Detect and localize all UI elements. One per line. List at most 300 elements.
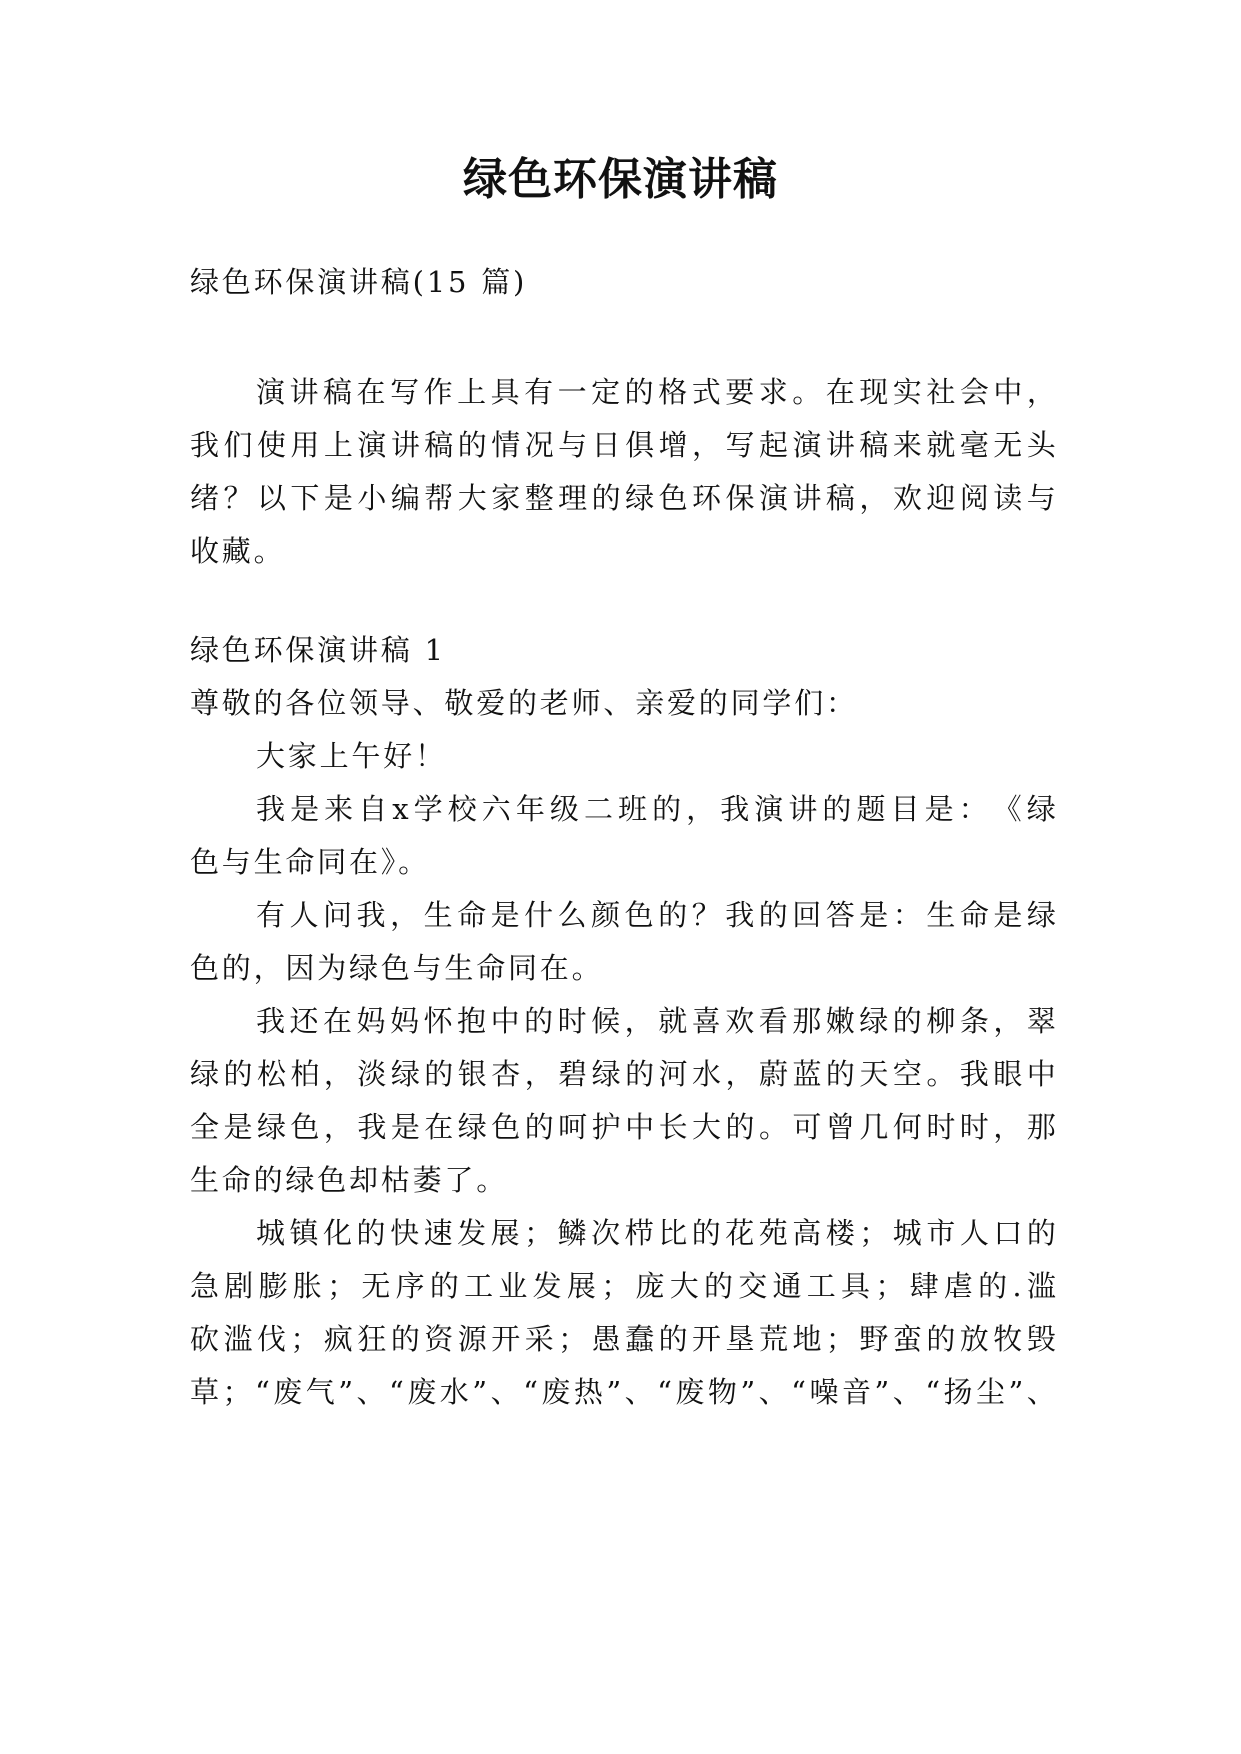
glyph: 就 <box>658 1004 688 1038</box>
glyph: 荒 <box>758 1322 788 1356</box>
glyph: 蔚 <box>758 1057 788 1091</box>
glyph: ， <box>323 1057 353 1091</box>
glyph: 柳 <box>926 1004 956 1038</box>
glyph: 绿 <box>859 1004 889 1038</box>
glyph: 废 <box>541 1375 571 1409</box>
glyph: 次 <box>591 1216 621 1250</box>
glyph: 讲 <box>390 428 420 462</box>
salutation: 尊敬的各位领导、敬爱的老师、亲爱的同学们： <box>190 686 858 720</box>
glyph: 开 <box>491 1322 521 1356</box>
glyph: ， <box>686 792 716 826</box>
glyph: 、 <box>624 1375 654 1409</box>
glyph: 发 <box>457 1216 487 1250</box>
glyph: 与 <box>558 428 588 462</box>
glyph: 的 <box>390 1322 420 1356</box>
glyph: ” <box>338 1375 354 1409</box>
glyph: 日 <box>591 428 621 462</box>
glyph: 城 <box>892 1216 922 1250</box>
glyph: 、 <box>356 1375 386 1409</box>
glyph: 工 <box>464 1269 494 1303</box>
glyph: 的 <box>703 1269 733 1303</box>
glyph: 生 <box>926 898 956 932</box>
glyph: 水 <box>692 1057 722 1091</box>
glyph: 下 <box>290 481 320 515</box>
glyph: 曾 <box>825 1110 855 1144</box>
glyph: 栉 <box>624 1216 654 1250</box>
glyph: 绿 <box>1026 898 1056 932</box>
glyph: 情 <box>491 428 521 462</box>
glyph: 全 <box>190 1110 220 1144</box>
glyph: 市 <box>926 1216 956 1250</box>
glyph: 有 <box>256 898 286 932</box>
glyph: 的 <box>825 1057 855 1091</box>
glyph: 演 <box>758 481 788 515</box>
glyph: 就 <box>926 428 956 462</box>
glyph: 碧 <box>558 1057 588 1091</box>
glyph: 生 <box>423 898 453 932</box>
glyph: 来 <box>892 428 922 462</box>
glyph: 滥 <box>1026 1269 1056 1303</box>
greeting: 大家上午好！ <box>256 739 447 773</box>
glyph: “ <box>791 1375 806 1409</box>
glyph: 废 <box>407 1375 437 1409</box>
glyph: 尘 <box>975 1375 1005 1409</box>
glyph: 绿 <box>591 1057 621 1091</box>
glyph: ， <box>323 1110 353 1144</box>
glyph: 城 <box>256 1216 286 1250</box>
glyph: 命 <box>959 898 989 932</box>
glyph: ； <box>327 1269 357 1303</box>
glyph: 时 <box>926 1110 956 1144</box>
glyph: 我 <box>720 792 750 826</box>
glyph: 蓝 <box>792 1057 822 1091</box>
glyph: 稿 <box>859 428 889 462</box>
glyph: 剧 <box>224 1269 254 1303</box>
glyph: 毁 <box>1026 1322 1056 1356</box>
glyph: 色 <box>658 481 688 515</box>
glyph: 的 <box>625 1057 655 1091</box>
document-title: 绿色环保演讲稿 <box>463 154 778 205</box>
glyph: 中 <box>1026 1057 1056 1091</box>
glyph: 热 <box>573 1375 603 1409</box>
paragraph-line <box>190 1054 1056 1094</box>
glyph: ； <box>222 1375 252 1409</box>
glyph: “ <box>523 1375 538 1409</box>
glyph: 头 <box>1026 428 1056 462</box>
paragraph-line <box>190 895 1056 935</box>
glyph: 松 <box>256 1057 286 1091</box>
paragraph-line <box>190 1213 1056 1253</box>
glyph: 我 <box>959 1057 989 1091</box>
glyph: 的 <box>822 792 852 826</box>
glyph: 蛮 <box>892 1322 922 1356</box>
glyph: 整 <box>524 481 554 515</box>
glyph: 时 <box>959 1110 989 1144</box>
glyph: 的 <box>429 1269 459 1303</box>
intro-line <box>190 425 1056 465</box>
glyph: 迎 <box>926 481 956 515</box>
glyph: 们 <box>223 428 253 462</box>
glyph: 垦 <box>725 1322 755 1356</box>
glyph: 是 <box>993 898 1023 932</box>
glyph: 人 <box>959 1216 989 1250</box>
glyph: 的 <box>524 1004 554 1038</box>
glyph: 现 <box>859 375 889 409</box>
glyph: 肆 <box>909 1269 939 1303</box>
glyph: ； <box>875 1269 905 1303</box>
glyph: 求 <box>758 375 788 409</box>
glyph: 稿 <box>825 481 855 515</box>
glyph: 绿 <box>256 1110 286 1144</box>
glyph: 天 <box>859 1057 889 1091</box>
glyph: 噪 <box>809 1375 839 1409</box>
glyph: 社 <box>926 375 956 409</box>
glyph: 中 <box>625 1110 655 1144</box>
glyph: 理 <box>558 481 588 515</box>
glyph: 杏 <box>491 1057 521 1091</box>
glyph: 展 <box>490 1216 520 1250</box>
glyph: 小 <box>357 481 387 515</box>
glyph: 绿 <box>190 1057 220 1091</box>
glyph: 无 <box>361 1269 391 1303</box>
glyph: 高 <box>792 1216 822 1250</box>
paragraph-line: 生命的绿色却枯萎了。 <box>190 1163 509 1197</box>
glyph: 的 <box>223 1057 253 1091</box>
glyph: 么 <box>557 898 587 932</box>
glyph: 环 <box>692 481 722 515</box>
glyph: 上 <box>323 428 353 462</box>
glyph: 口 <box>993 1216 1023 1250</box>
glyph: 呵 <box>558 1110 588 1144</box>
glyph: 与 <box>1026 481 1056 515</box>
glyph: 那 <box>792 1004 822 1038</box>
glyph: 我 <box>190 428 220 462</box>
glyph: 快 <box>390 1216 420 1250</box>
glyph: 眼 <box>993 1057 1023 1091</box>
glyph: 讲 <box>792 481 822 515</box>
glyph: 的 <box>524 1110 554 1144</box>
glyph: ” <box>472 1375 488 1409</box>
glyph: 演 <box>256 375 286 409</box>
glyph: 的 <box>658 1322 688 1356</box>
glyph: 演 <box>754 792 784 826</box>
glyph: 砍 <box>190 1322 220 1356</box>
glyph: 目 <box>890 792 920 826</box>
glyph: 演 <box>357 428 387 462</box>
glyph: 上 <box>457 375 487 409</box>
glyph: 自 <box>358 792 388 826</box>
glyph: 的 <box>978 1269 1008 1303</box>
glyph: 六 <box>481 792 511 826</box>
glyph: 的 <box>1026 1216 1056 1250</box>
glyph: 是 <box>390 1110 420 1144</box>
glyph: ： <box>892 898 922 932</box>
glyph: 起 <box>758 428 788 462</box>
glyph: 实 <box>892 375 922 409</box>
glyph: 颜 <box>591 898 621 932</box>
glyph: 业 <box>498 1269 528 1303</box>
glyph: 欢 <box>892 481 922 515</box>
glyph: 的 <box>457 428 487 462</box>
glyph: “ <box>925 1375 941 1409</box>
glyph: 是 <box>223 1110 253 1144</box>
glyph: 级 <box>549 792 579 826</box>
glyph: 银 <box>457 1057 487 1091</box>
glyph: 在 <box>323 1004 353 1038</box>
glyph: 绪 <box>190 481 220 515</box>
glyph: 写 <box>725 428 755 462</box>
glyph: 候 <box>591 1004 621 1038</box>
glyph: ， <box>725 1057 755 1091</box>
glyph: 命 <box>457 898 487 932</box>
glyph: ？ <box>691 898 721 932</box>
glyph: 讲 <box>788 792 818 826</box>
paragraph-line <box>190 1319 1056 1359</box>
glyph: 。 <box>926 1057 956 1091</box>
glyph: 妈 <box>356 1004 386 1038</box>
glyph: 具 <box>490 375 520 409</box>
glyph: 气 <box>305 1375 335 1409</box>
glyph: 膨 <box>258 1269 288 1303</box>
glyph: 在 <box>356 375 386 409</box>
glyph: 校 <box>447 792 477 826</box>
glyph: ， <box>524 1057 554 1091</box>
glyph: 的 <box>424 1057 454 1091</box>
glyph: 有 <box>524 375 554 409</box>
glyph: 大 <box>669 1269 699 1303</box>
glyph: 废 <box>273 1375 303 1409</box>
glyph: 色 <box>491 1110 521 1144</box>
glyph: 增 <box>658 428 688 462</box>
glyph: 镇 <box>289 1216 319 1250</box>
glyph: ： <box>958 792 988 826</box>
glyph: 庞 <box>635 1269 665 1303</box>
glyph: 、 <box>892 1375 922 1409</box>
glyph: 的 <box>591 481 621 515</box>
glyph: 稿 <box>424 428 454 462</box>
glyph: 在 <box>424 1110 454 1144</box>
glyph: 绿 <box>390 1057 420 1091</box>
section-heading: 绿色环保演讲稿 1 <box>190 633 446 667</box>
glyph: 答 <box>825 898 855 932</box>
glyph: 班 <box>618 792 648 826</box>
glyph: 欢 <box>725 1004 755 1038</box>
glyph: ？ <box>223 481 253 515</box>
glyph: 抱 <box>457 1004 487 1038</box>
glyph: 嫩 <box>825 1004 855 1038</box>
glyph: 我 <box>356 898 386 932</box>
glyph: 源 <box>457 1322 487 1356</box>
paragraph-line <box>190 1266 1056 1306</box>
glyph: 滥 <box>223 1322 253 1356</box>
glyph: 放 <box>959 1322 989 1356</box>
glyph: 一 <box>557 375 587 409</box>
glyph: 中 <box>993 375 1023 409</box>
glyph: 物 <box>707 1375 737 1409</box>
glyph: 河 <box>658 1057 688 1091</box>
glyph: ； <box>601 1269 631 1303</box>
glyph: 花 <box>725 1216 755 1250</box>
glyph: 演 <box>792 428 822 462</box>
glyph: 比 <box>658 1216 688 1250</box>
glyph: 柏 <box>290 1057 320 1091</box>
glyph: 是 <box>290 792 320 826</box>
glyph: x <box>392 792 409 826</box>
glyph: 资 <box>424 1322 454 1356</box>
glyph: 胀 <box>292 1269 322 1303</box>
glyph: 时 <box>557 1004 587 1038</box>
glyph: 鳞 <box>557 1216 587 1250</box>
glyph: 写 <box>390 375 420 409</box>
glyph: 家 <box>491 481 521 515</box>
intro-line <box>190 372 1056 412</box>
glyph: 回 <box>792 898 822 932</box>
glyph: 工 <box>806 1269 836 1303</box>
glyph: 式 <box>691 375 721 409</box>
glyph: 学 <box>413 792 443 826</box>
glyph: 用 <box>290 428 320 462</box>
glyph: ； <box>290 1322 320 1356</box>
glyph: 毫 <box>959 428 989 462</box>
glyph: ； <box>524 1216 554 1250</box>
paragraph-line: 色与生命同在》。 <box>190 845 430 879</box>
glyph: 、 <box>490 1375 520 1409</box>
glyph: ； <box>859 1216 889 1250</box>
glyph: 还 <box>289 1004 319 1038</box>
glyph: 水 <box>439 1375 469 1409</box>
glyph: 通 <box>772 1269 802 1303</box>
glyph: 发 <box>532 1269 562 1303</box>
glyph: 、 <box>758 1375 788 1409</box>
glyph: 几 <box>859 1110 889 1144</box>
glyph: 是 <box>490 898 520 932</box>
glyph: 色 <box>290 1110 320 1144</box>
glyph: 可 <box>792 1110 822 1144</box>
glyph: 的 <box>758 898 788 932</box>
glyph: ， <box>993 1004 1023 1038</box>
glyph: 的 <box>652 792 682 826</box>
glyph: ； <box>558 1322 588 1356</box>
glyph: ” <box>740 1375 756 1409</box>
glyph: 长 <box>658 1110 688 1144</box>
glyph: 何 <box>892 1110 922 1144</box>
intro-line <box>190 478 1056 518</box>
glyph: 《 <box>992 792 1022 826</box>
glyph: 的 <box>691 1216 721 1250</box>
glyph: 苑 <box>758 1216 788 1250</box>
glyph: 什 <box>524 898 554 932</box>
glyph: 是 <box>924 792 954 826</box>
glyph: 地 <box>792 1322 822 1356</box>
glyph: 问 <box>323 898 353 932</box>
glyph: 以 <box>256 481 286 515</box>
glyph: 色 <box>624 898 654 932</box>
glyph: 是 <box>859 898 889 932</box>
glyph: 序 <box>395 1269 425 1303</box>
glyph: 急 <box>190 1269 220 1303</box>
glyph: ， <box>692 428 722 462</box>
glyph: 。 <box>792 375 822 409</box>
glyph: 作 <box>423 375 453 409</box>
glyph: 二 <box>583 792 613 826</box>
glyph: ， <box>859 481 889 515</box>
glyph: 愚 <box>591 1322 621 1356</box>
glyph: 狂 <box>357 1322 387 1356</box>
glyph: ， <box>993 1110 1023 1144</box>
glyph: 伐 <box>256 1322 286 1356</box>
glyph: 阅 <box>959 481 989 515</box>
glyph: 淡 <box>357 1057 387 1091</box>
glyph: ， <box>624 1004 654 1038</box>
glyph: 翠 <box>1026 1004 1056 1038</box>
glyph: 无 <box>993 428 1023 462</box>
glyph: 护 <box>591 1110 621 1144</box>
glyph: 会 <box>959 375 989 409</box>
glyph: 绿 <box>625 481 655 515</box>
glyph: “ <box>389 1375 404 1409</box>
glyph: ； <box>825 1322 855 1356</box>
glyph: 人 <box>289 898 319 932</box>
glyph: 是 <box>323 481 353 515</box>
glyph: 的 <box>892 1004 922 1038</box>
glyph: 绿 <box>1026 792 1056 826</box>
glyph: 疯 <box>323 1322 353 1356</box>
glyph: 扬 <box>943 1375 973 1409</box>
glyph: 空 <box>892 1057 922 1091</box>
glyph: ， <box>390 898 420 932</box>
glyph: 蠢 <box>625 1322 655 1356</box>
glyph: 读 <box>993 481 1023 515</box>
glyph: 草 <box>190 1375 220 1409</box>
glyph: 展 <box>566 1269 596 1303</box>
glyph: ” <box>606 1375 622 1409</box>
glyph: 大 <box>692 1110 722 1144</box>
glyph: 讲 <box>289 375 319 409</box>
glyph: 题 <box>856 792 886 826</box>
glyph: 速 <box>423 1216 453 1250</box>
paragraph-line <box>190 1107 1056 1147</box>
glyph: ， <box>1026 375 1056 409</box>
glyph: 楼 <box>825 1216 855 1250</box>
glyph: 在 <box>825 375 855 409</box>
glyph: 我 <box>357 1110 387 1144</box>
glyph: 中 <box>490 1004 520 1038</box>
glyph: 我 <box>256 1004 286 1038</box>
glyph: 俱 <box>625 428 655 462</box>
glyph: “ <box>657 1375 672 1409</box>
glyph: 编 <box>390 481 420 515</box>
glyph: 定 <box>591 375 621 409</box>
glyph: 的 <box>356 1216 386 1250</box>
glyph: 的 <box>926 1322 956 1356</box>
document-subtitle: 绿色环保演讲稿(15 篇) <box>190 265 528 299</box>
glyph: 大 <box>457 481 487 515</box>
paragraph-line <box>190 1001 1056 1041</box>
glyph: 妈 <box>390 1004 420 1038</box>
glyph: 的 <box>658 898 688 932</box>
glyph: 的 <box>725 1110 755 1144</box>
glyph: 格 <box>658 375 688 409</box>
glyph: 要 <box>725 375 755 409</box>
glyph: 绿 <box>457 1110 487 1144</box>
paragraph-line <box>190 789 1056 829</box>
glyph: . <box>1012 1269 1022 1303</box>
glyph: ” <box>1008 1375 1024 1409</box>
glyph: 讲 <box>825 428 855 462</box>
glyph: 怀 <box>423 1004 453 1038</box>
glyph: 音 <box>841 1375 871 1409</box>
paragraph-line: 色的，因为绿色与生命同在。 <box>190 951 604 985</box>
